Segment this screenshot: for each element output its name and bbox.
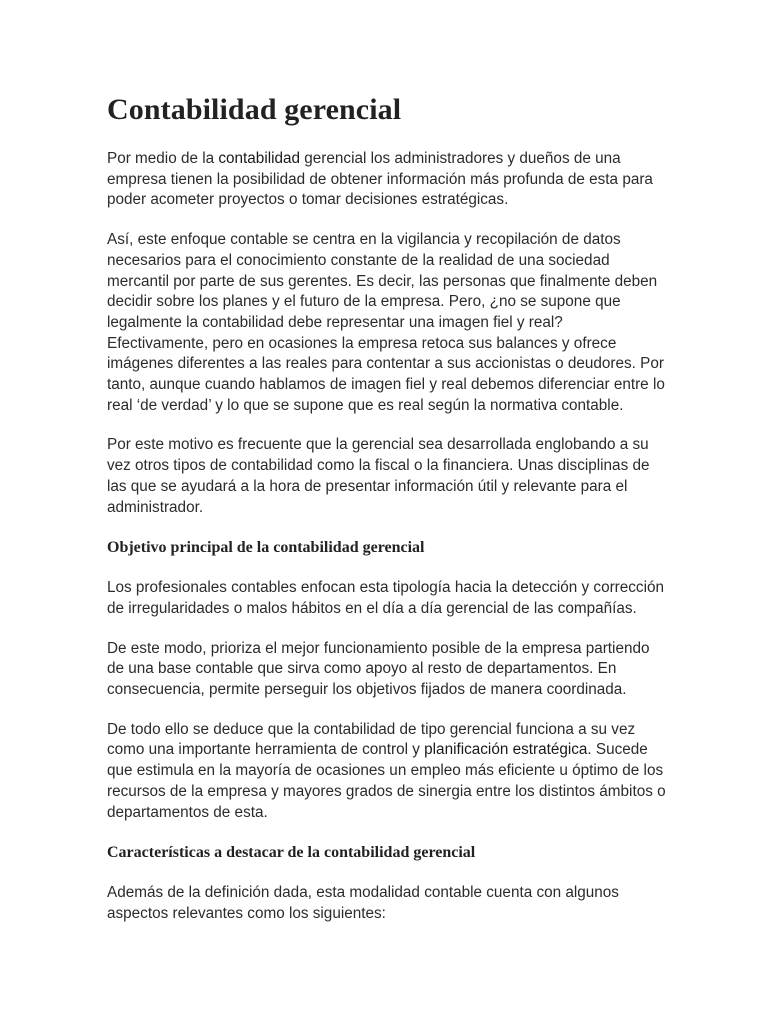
paragraph-herramienta-text-start: De todo ello se deduce que la contabilidad de tipo gerencial funciona a su vez como una importante herramienta de control y: [107, 720, 636, 759]
paragraph-herramienta: [107, 720, 668, 824]
section-heading-caracteristicas: Características a destacar de la contabilidad gerencial: [107, 844, 476, 862]
paragraph-definicion: Además de la definición dada, esta modalidad contable cuenta con algunos aspectos relevantes como los siguientes:: [107, 884, 619, 922]
paragraph-intro: [107, 149, 668, 211]
paragraph-enfoque: Así, este enfoque contable se centra en la vigilancia y recopilación de datos necesarios para el conocimiento constante de la realidad de una sociedad mercantil por parte de sus gerentes. Es decir, las personas que finalmente deben decidir sobre los planes y el futuro de la empresa. Pero, ¿no se supone que legalmente la contabilidad debe representar una imagen fiel y real? Efectivamente, pero en ocasiones la empresa retoca sus balances y ofrece imágenes diferentes a las reales para contentar a sus accionistas o deudores. Por tanto, aunque cuando hablamos de imagen fiel y real debemos diferenciar entre lo real ‘de verdad’ y lo que se supone que es real según la normativa contable.: [107, 231, 665, 414]
paragraph-profesionales: Los profesionales contables enfocan esta tipología hacia la detección y corrección de irregularidades o malos hábitos en el día a día gerencial de las compañías.: [107, 579, 664, 617]
planificacion-estrategica-link[interactable]: planificación estratégica: [424, 741, 588, 759]
section-heading-objetivo: Objetivo principal de la contabilidad gerencial: [107, 539, 425, 557]
paragraph-intro-text-end: gerencial los administradores y dueños de una empresa tienen la posibilidad de obtener información más profunda de esta para poder acometer proyectos o tomar decisiones estratégicas.: [107, 150, 653, 209]
paragraph-modo: De este modo, prioriza el mejor funcionamiento posible de la empresa partiendo de una base contable que sirva como apoyo al resto de departamentos. En consecuencia, permite perseguir los objetivos fijados de manera coordinada.: [107, 639, 650, 699]
paragraph-motivo: Por este motivo es frecuente que la gerencial sea desarrollada englobando a su vez otros tipos de contabilidad como la fiscal o la financiera. Unas disciplinas de las que se ayudará a la hora de presentar información útil y relevante para el administrador.: [107, 436, 650, 516]
paragraph-herramienta-text-end: . Sucede que estimula en la mayoría de ocasiones un empleo más eficiente u óptimo de los recursos de la empresa y mayores grados de sinergia entre los distintos ámbitos o departamentos de esta.: [107, 741, 666, 821]
paragraph-intro-text-start: Por medio de la: [107, 150, 219, 167]
contabilidad-link[interactable]: contabilidad: [218, 150, 301, 167]
page-title: Contabilidad gerencial: [107, 93, 402, 126]
